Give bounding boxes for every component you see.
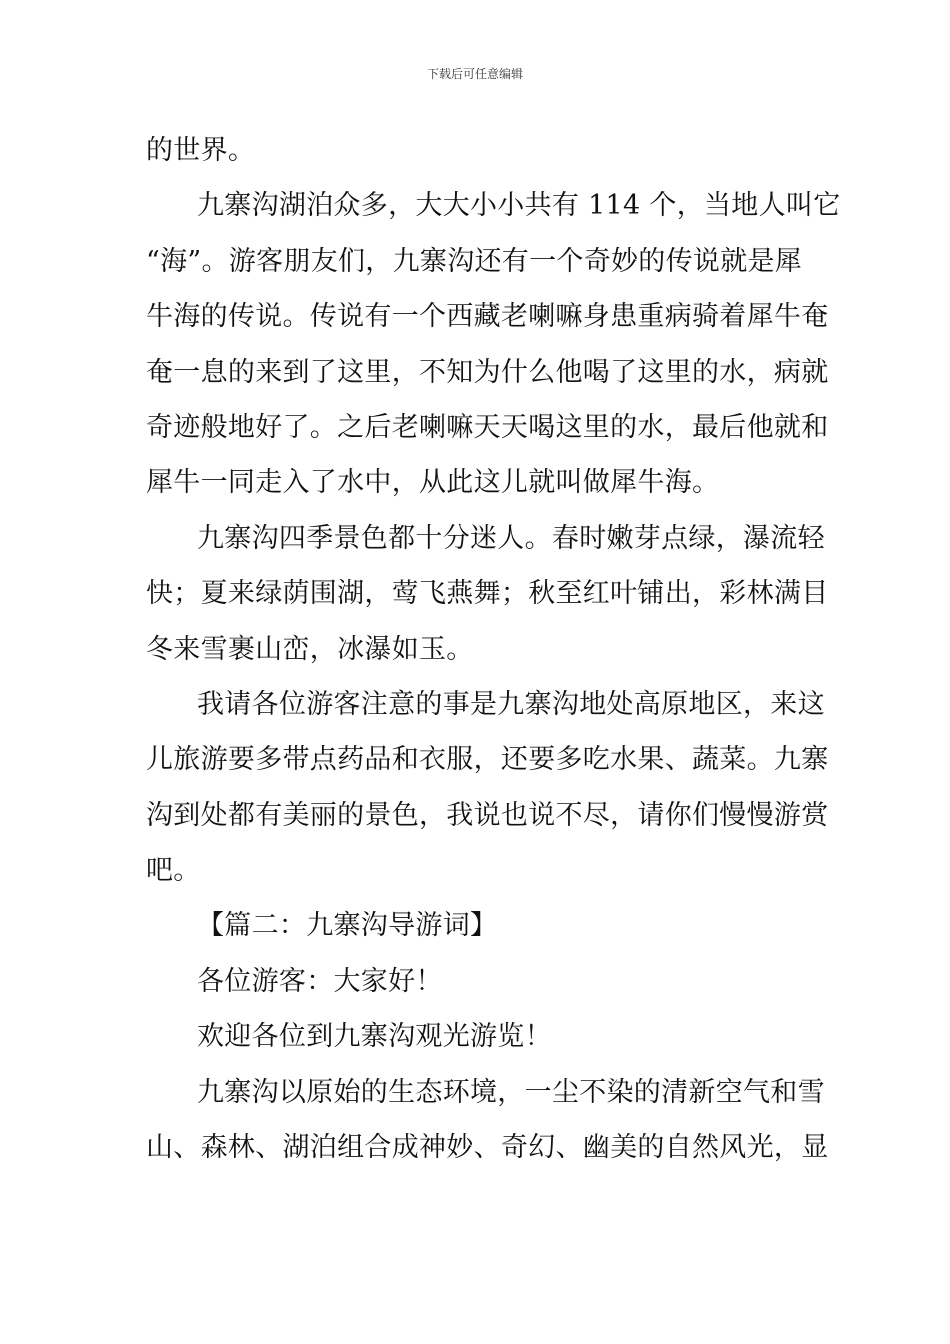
paragraph-line: 九寨沟以原始的生态环境，一尘不染的清新空气和雪 bbox=[197, 1076, 825, 1108]
text-line: 吧。 bbox=[146, 855, 201, 887]
text-line: 犀牛一同走入了水中，从此这儿就叫做犀牛海。 bbox=[146, 467, 720, 499]
text-line: 快；夏来绿荫围湖，莺飞燕舞；秋至红叶铺出，彩林满目 bbox=[146, 578, 829, 610]
document-body bbox=[146, 128, 841, 1180]
paragraph-line: 我请各位游客注意的事是九寨沟地处高原地区，来这 bbox=[197, 688, 825, 720]
text-line: 冬来雪裹山峦，冰瀑如玉。 bbox=[146, 633, 474, 665]
greeting-line: 各位游客：大家好！ bbox=[197, 965, 443, 997]
paragraph-line: 九寨沟湖泊众多，大大小小共有 114 个，当地人叫它 bbox=[197, 190, 841, 222]
text-line: 儿旅游要多带点药品和衣服，还要多吃水果、蔬菜。九寨 bbox=[146, 744, 829, 776]
text-line: 奇迹般地好了。之后老喇嘛天天喝这里的水，最后他就和 bbox=[146, 411, 829, 443]
text-line: 沟到处都有美丽的景色，我说也说不尽，请你们慢慢游赏 bbox=[146, 799, 829, 831]
text-line: “海”。游客朋友们，九寨沟还有一个奇妙的传说就是犀 bbox=[146, 245, 803, 277]
text-line: 牛海的传说。传说有一个西藏老喇嘛身患重病骑着犀牛奄 bbox=[146, 301, 829, 333]
text-line: 山、森林、湖泊组合成神妙、奇幻、幽美的自然风光，显 bbox=[146, 1132, 829, 1164]
paragraph-line: 九寨沟四季景色都十分迷人。春时嫩芽点绿，瀑流轻 bbox=[197, 522, 825, 554]
welcome-line: 欢迎各位到九寨沟观光游览！ bbox=[197, 1021, 552, 1053]
section-heading: 【篇二：九寨沟导游词】 bbox=[197, 910, 498, 942]
text-line: 的世界。 bbox=[146, 135, 256, 166]
text-line: 奄一息的来到了这里，不知为什么他喝了这里的水，病就 bbox=[146, 356, 829, 388]
page-header-note: 下载后可任意编辑 bbox=[426, 67, 523, 81]
